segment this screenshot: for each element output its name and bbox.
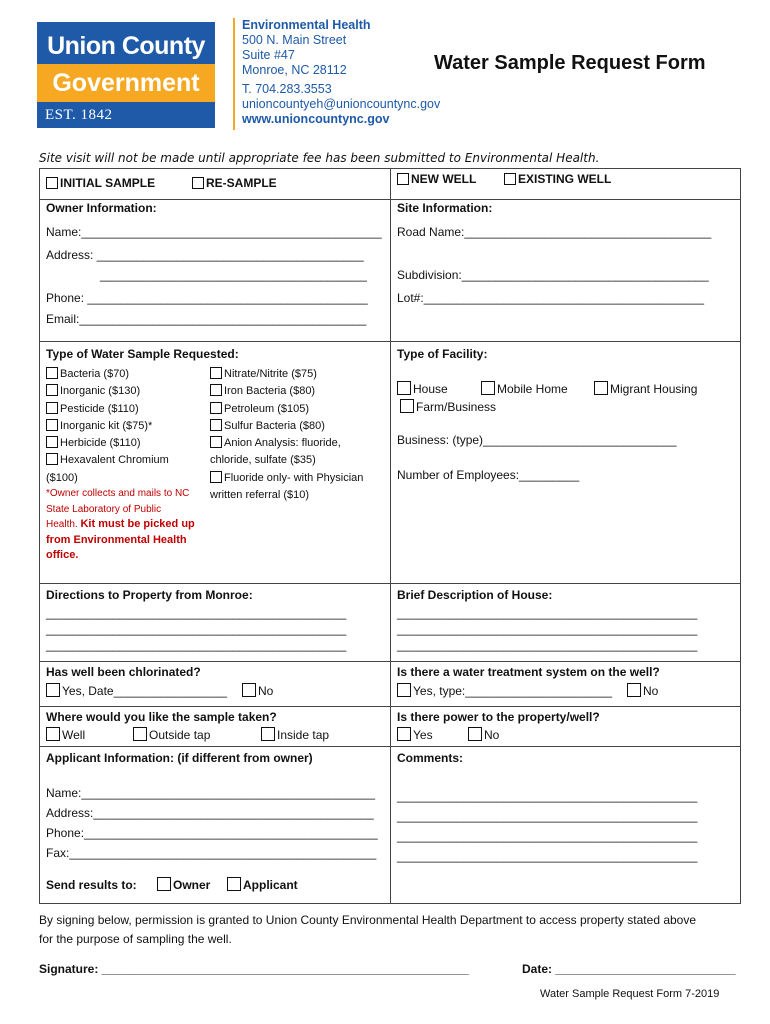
owner-email-field[interactable]: Email:___________________________________________ <box>46 312 367 326</box>
sample-option[interactable]: Inorganic kit ($75)* <box>46 418 169 435</box>
facility-migrant-option[interactable]: Migrant Housing <box>594 381 697 396</box>
power-no-option[interactable]: No <box>468 727 499 742</box>
kit-note: *Owner collects and mails to NC State Laboratory of Public Health. Kit must be picked up from Environmental Health office. <box>46 488 195 561</box>
description-lines[interactable]: _____________________________________________ _____________________________________________ _____________________________________________ <box>397 606 698 652</box>
logo-est: EST. 1842 <box>37 102 215 128</box>
row-divider <box>40 199 740 200</box>
new-well-option[interactable]: NEW WELL <box>397 172 476 186</box>
chlorinated-no-option[interactable]: No <box>242 683 273 698</box>
sample-option[interactable]: Hexavalent Chromium <box>46 452 169 469</box>
power-question: Is there power to the property/well? <box>397 710 600 724</box>
form-footer: Water Sample Request Form 7-2019 <box>540 988 720 1000</box>
resample-checkbox[interactable] <box>192 177 204 189</box>
owner-phone-field[interactable]: Phone: __________________________________________ <box>46 291 368 305</box>
samples-heading: Type of Water Sample Requested: <box>46 347 239 361</box>
row-divider <box>40 746 740 747</box>
applicant-phone-field[interactable]: Phone:____________________________________________ <box>46 826 378 840</box>
taken-well-option[interactable]: Well <box>46 727 85 742</box>
union-county-logo <box>37 22 215 128</box>
new-well-checkbox[interactable] <box>397 173 409 185</box>
directions-lines[interactable]: _____________________________________________ _____________________________________________ _____________________________________________ <box>46 606 347 652</box>
contact-email[interactable]: unioncountyeh@unioncountync.gov <box>242 97 441 111</box>
form-title: Water Sample Request Form <box>434 52 706 74</box>
comments-heading: Comments: <box>397 751 464 765</box>
header-divider <box>233 18 235 130</box>
resample-option[interactable]: RE-SAMPLE <box>192 176 277 190</box>
employees-field[interactable]: Number of Employees:_________ <box>397 468 580 482</box>
contact-addr3: Monroe, NC 28112 <box>242 63 347 77</box>
owner-name-field[interactable]: Name:_____________________________________________ <box>46 225 382 239</box>
taken-outside-option[interactable]: Outside tap <box>133 727 210 742</box>
send-applicant-option[interactable]: Applicant <box>227 877 298 892</box>
applicant-fax-field[interactable]: Fax:______________________________________________ <box>46 846 377 860</box>
applicant-heading: Applicant Information: (if different from owner) <box>46 751 313 765</box>
directions-heading: Directions to Property from Monroe: <box>46 588 253 602</box>
owner-address2-field[interactable]: ________________________________________ <box>100 268 367 282</box>
sample-option[interactable]: Inorganic ($130) <box>46 383 169 400</box>
site-heading: Site Information: <box>397 201 493 215</box>
facility-farm-option[interactable]: Farm/Business <box>400 399 496 414</box>
sample-option[interactable]: Pesticide ($110) <box>46 401 169 418</box>
consent-line1: By signing below, permission is granted to Union County Environmental Health Department to access property stated above <box>39 913 697 927</box>
lot-field[interactable]: Lot#:__________________________________________ <box>397 291 704 305</box>
initial-sample-option[interactable]: INITIAL SAMPLE <box>46 176 155 190</box>
business-type-field[interactable]: Business: (type)_____________________________ <box>397 433 677 447</box>
date-field[interactable]: Date: ___________________________ <box>522 962 736 976</box>
consent-line2: for the purpose of sampling the well. <box>39 932 232 946</box>
power-yes-option[interactable]: Yes <box>397 727 433 742</box>
contact-phone: T. 704.283.3553 <box>242 82 332 96</box>
sample-option-extra: written referral ($10) <box>210 489 310 502</box>
row-divider <box>40 661 740 662</box>
column-divider <box>390 169 391 904</box>
contact-org: Environmental Health <box>242 18 371 32</box>
chlorinated-yes-option[interactable]: Yes, Date_________________ <box>46 683 227 698</box>
sample-option-extra: ($100) <box>46 471 78 484</box>
treatment-question: Is there a water treatment system on the well? <box>397 665 660 679</box>
contact-web[interactable]: www.unioncountync.gov <box>242 112 390 126</box>
row-divider <box>40 341 740 342</box>
signature-field[interactable]: Signature: _______________________________________________________ <box>39 962 469 976</box>
comments-lines[interactable]: _____________________________________________ _____________________________________________ _____________________________________________ _____________________________________________ <box>397 789 698 863</box>
sample-option[interactable]: Nitrate/Nitrite ($75) <box>210 366 363 383</box>
sample-option[interactable]: Herbicide ($110) <box>46 435 169 452</box>
owner-address-field[interactable]: Address: ________________________________________ <box>46 248 364 262</box>
fee-note: Site visit will not be made until appropriate fee has been submitted to Environmental Health. <box>39 151 600 165</box>
description-heading: Brief Description of House: <box>397 588 553 602</box>
owner-heading: Owner Information: <box>46 201 157 215</box>
logo-line1: Union County <box>47 32 205 60</box>
facility-house-option[interactable]: House <box>397 381 448 396</box>
samples-right-list <box>210 366 363 504</box>
taken-question: Where would you like the sample taken? <box>46 710 277 724</box>
existing-well-checkbox[interactable] <box>504 173 516 185</box>
sample-option[interactable]: Fluoride only- with Physician <box>210 470 363 487</box>
applicant-name-field[interactable]: Name:____________________________________________ <box>46 786 375 800</box>
chlorinated-question: Has well been chlorinated? <box>46 665 201 679</box>
row-divider <box>40 706 740 707</box>
sample-option[interactable]: Iron Bacteria ($80) <box>210 383 363 400</box>
contact-addr2: Suite #47 <box>242 48 295 62</box>
road-name-field[interactable]: Road Name:_____________________________________ <box>397 225 712 239</box>
samples-left-list <box>46 366 169 487</box>
sample-option-extra: chloride, sulfate ($35) <box>210 454 316 467</box>
subdivision-field[interactable]: Subdivision:_____________________________________ <box>397 268 709 282</box>
sample-option[interactable]: Petroleum ($105) <box>210 401 363 418</box>
facility-mobile-option[interactable]: Mobile Home <box>481 381 568 396</box>
sample-option[interactable]: Sulfur Bacteria ($80) <box>210 418 363 435</box>
treatment-no-option[interactable]: No <box>627 683 658 698</box>
taken-inside-option[interactable]: Inside tap <box>261 727 329 742</box>
applicant-address-field[interactable]: Address:__________________________________________ <box>46 806 374 820</box>
send-results-label: Send results to: <box>46 878 137 892</box>
initial-sample-checkbox[interactable] <box>46 177 58 189</box>
logo-line2: Government <box>37 64 215 102</box>
send-owner-option[interactable]: Owner <box>157 877 210 892</box>
existing-well-option[interactable]: EXISTING WELL <box>504 172 611 186</box>
sample-option[interactable]: Bacteria ($70) <box>46 366 169 383</box>
contact-addr1: 500 N. Main Street <box>242 33 347 47</box>
contact-block <box>242 18 440 127</box>
treatment-yes-option[interactable]: Yes, type:______________________ <box>397 683 612 698</box>
sample-option[interactable]: Anion Analysis: fluoride, <box>210 435 363 452</box>
facility-heading: Type of Facility: <box>397 347 488 361</box>
row-divider <box>40 583 740 584</box>
